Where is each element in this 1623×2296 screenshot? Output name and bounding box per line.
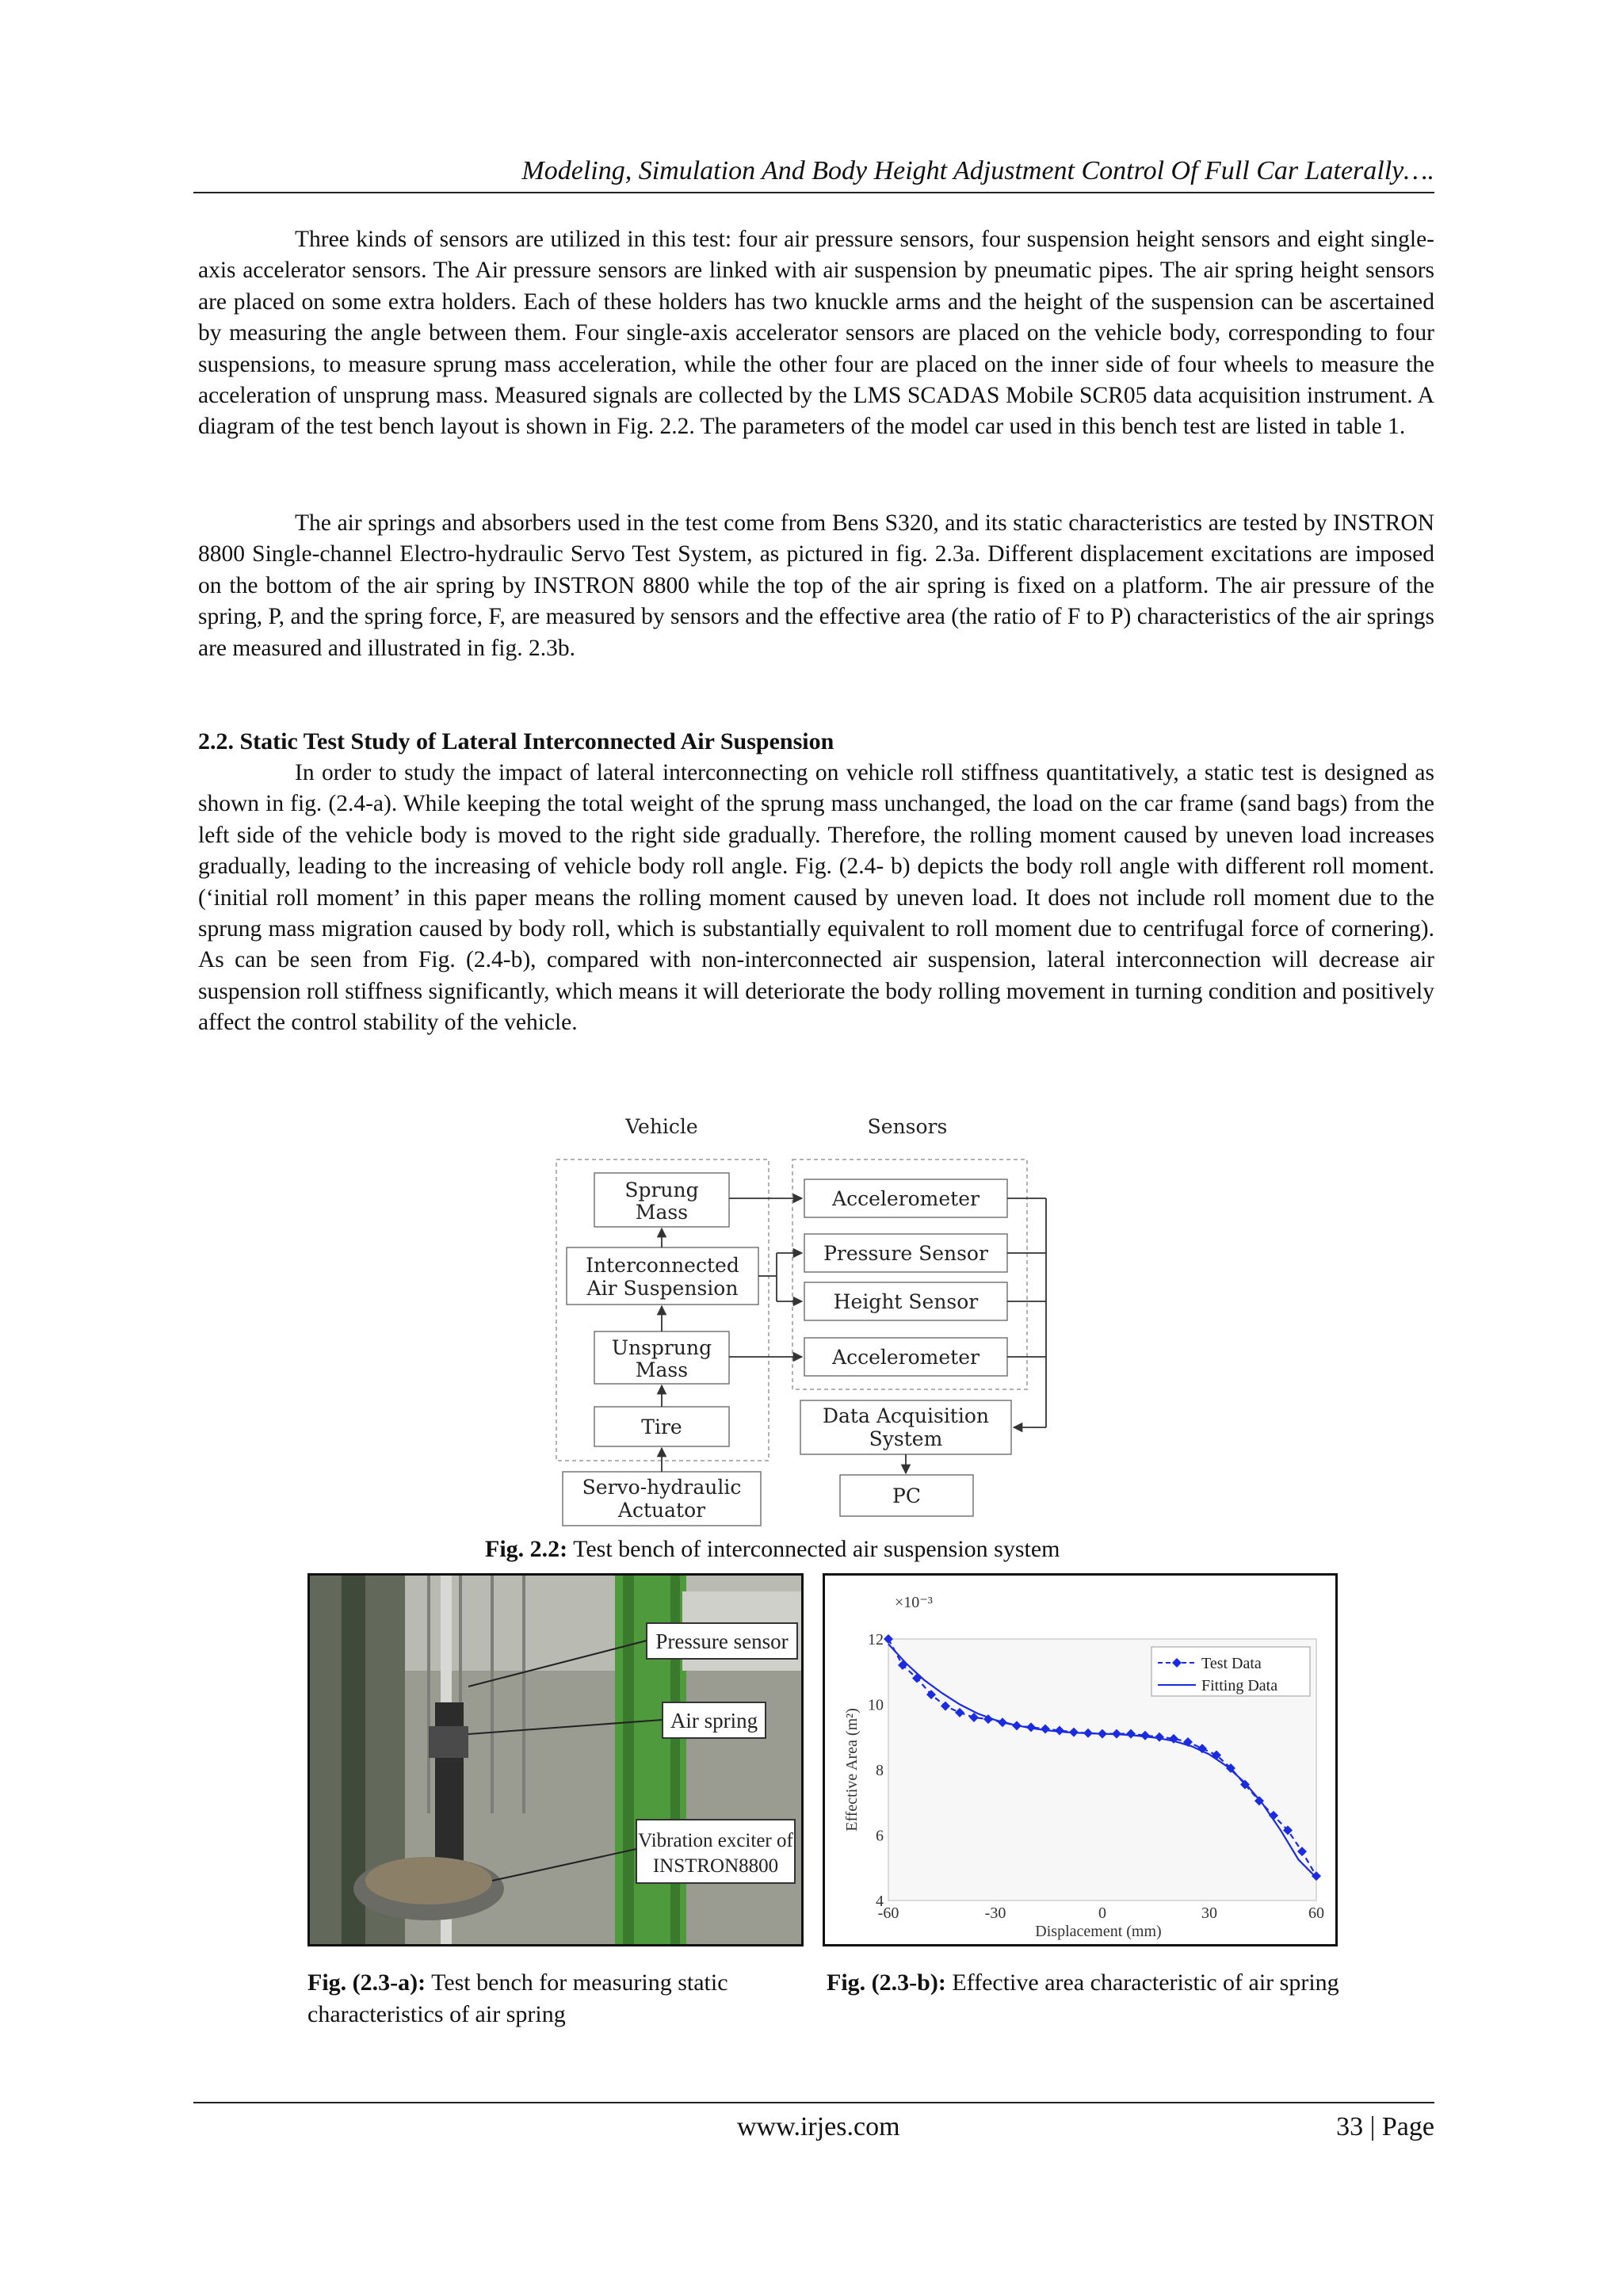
x-tick-label: -30 <box>984 1904 1006 1922</box>
height-sensor-label: Height Sensor <box>833 1290 979 1313</box>
y-multiplier-label: ×10⁻³ <box>895 1594 933 1611</box>
x-tick-label: 60 <box>1308 1904 1324 1922</box>
tire-label: Tire <box>641 1415 682 1438</box>
vibration-exciter-photo-label: Vibration exciter of <box>638 1830 793 1851</box>
paragraph-text: In order to study the impact of lateral interconnecting on vehicle roll stiffness quantitatively, a static test is designed as shown in fig. (2.4-a). While keeping the total weight of the sprung mass unchanged, the load on the car frame (sand bags) from the left side of the vehicle body is moved to the right side gradually. Therefore, the rolling moment caused by uneven load increases gradually, leading to the increasing of vehicle body roll angle. Fig. (2.4- b) depicts the body roll angle with different roll moment. (‘initial roll moment’ in this paper means the rolling moment caused by uneven load. It does not include roll moment due to the sprung mass migration caused by body roll, which is substantially equivalent to roll moment due to centrifugal force of cornering). As can be seen from Fig. (2.4-b), compared with non-interconnected air suspension, lateral interconnection will decrease air suspension roll stiffness significantly, which means it will deteriorate the body rolling movement in turning condition and positively affect the control stability of the vehicle. <box>198 760 1434 1036</box>
caption-label: Fig. (2.3-a): <box>307 1969 426 1996</box>
vehicle-column-title: Vehicle <box>625 1115 698 1138</box>
unsprung-mass-label: Mass <box>635 1358 689 1381</box>
paragraph-text: The air springs and absorbers used in the test come from Bens S320, and its static characteristics are tested by INSTRON 8800 Single-channel Electro-hydraulic Servo Test System, as pictured in fig. 2.3a. Different displacement excitations are imposed on the bottom of the air spring by INSTRON 8800 while the top of the air spring is fixed on a platform. The air pressure of the spring, P, and the spring force, F, are measured by sensors and the effective area (the ratio of F to P) characteristics of the air springs are measured and illustrated in fig. 2.3b. <box>198 510 1434 661</box>
fig-2-3b-caption <box>827 1967 1429 1999</box>
interconnected-suspension-label: Interconnected <box>586 1254 739 1277</box>
y-tick-label: 10 <box>868 1696 884 1714</box>
y-tick-label: 12 <box>868 1631 884 1648</box>
sprung-mass-label: Mass <box>635 1201 689 1224</box>
footer-url: www.irjes.com <box>737 2112 900 2141</box>
effective-area-chart <box>823 1573 1338 1946</box>
y-tick-label: 4 <box>876 1893 884 1910</box>
accelerometer-top-label: Accelerometer <box>832 1187 980 1210</box>
legend-fitting-data: Fitting Data <box>1201 1677 1278 1694</box>
fig-2-2-caption <box>485 1534 1060 1565</box>
caption-text: Test bench for measuring static characteristics of air spring <box>307 1969 728 2027</box>
test-bench-photo <box>307 1573 804 1946</box>
daq-system-label: System <box>869 1427 943 1450</box>
chart-legend <box>1151 1647 1310 1696</box>
legend-test-data: Test Data <box>1201 1655 1262 1672</box>
pressure-sensor-label: Pressure Sensor <box>823 1242 988 1265</box>
sensors-column-title: Sensors <box>867 1115 948 1138</box>
x-axis-label: Displacement (mm) <box>1035 1923 1162 1940</box>
footer-divider <box>193 2102 1434 2103</box>
paragraph-sensors <box>198 224 1434 443</box>
servo-actuator-label: Actuator <box>617 1499 706 1522</box>
test-bench-diagram <box>547 1098 1070 1545</box>
caption-label: Fig. (2.3-b): <box>827 1969 946 1996</box>
section-heading: 2.2. Static Test Study of Lateral Interconnected Air Suspension <box>198 728 834 755</box>
header-divider <box>193 192 1434 193</box>
paragraph-static-test <box>198 758 1434 1039</box>
x-tick-label: 0 <box>1098 1904 1106 1922</box>
air-spring-photo-label: Air spring <box>670 1709 758 1733</box>
paragraph-air-springs <box>198 508 1434 664</box>
pressure-sensor-photo-label: Pressure sensor <box>655 1629 789 1653</box>
y-axis-label: Effective Area (m²) <box>843 1708 861 1832</box>
accelerometer-bottom-label: Accelerometer <box>832 1346 980 1369</box>
caption-label: Fig. 2.2: <box>485 1536 568 1562</box>
servo-actuator-label: Servo-hydraulic <box>582 1476 742 1499</box>
running-title: Modeling, Simulation And Body Height Adjustment Control Of Full Car Laterally…. <box>521 156 1434 185</box>
paragraph-text: Three kinds of sensors are utilized in this test: four air pressure sensors, four suspension height sensors and eight single-axis accelerator sensors. The Air pressure sensors are linked with air suspension by pneumatic pipes. The air spring height sensors are placed on some extra holders. Each of these holders has two knuckle arms and the height of the suspension can be ascertained by measuring the angle between them. Four single-axis accelerator sensors are placed on the vehicle body, corresponding to four suspensions, to measure sprung mass acceleration, while the other four are placed on the inner side of four wheels to measure the acceleration of unsprung mass. Measured signals are collected by the LMS SCADAS Mobile SCR05 data acquisition instrument. A diagram of the test bench layout is shown in Fig. 2.2. The parameters of the model car used in this bench test are listed in table 1. <box>198 227 1434 440</box>
caption-text: Effective area characteristic of air spring <box>945 1969 1339 1996</box>
unsprung-mass-label: Unsprung <box>611 1336 712 1359</box>
pc-label: PC <box>892 1484 921 1507</box>
sprung-mass-label: Sprung <box>624 1179 699 1201</box>
fig-2-3a-caption <box>307 1967 799 2030</box>
page-number: 33 | Page <box>1336 2112 1434 2141</box>
x-tick-label: 30 <box>1201 1904 1217 1922</box>
x-tick-label: -60 <box>877 1904 899 1922</box>
y-tick-label: 6 <box>876 1827 884 1845</box>
vibration-exciter-photo-label: INSTRON8800 <box>652 1855 779 1877</box>
y-tick-label: 8 <box>876 1762 884 1779</box>
interconnected-suspension-label: Air Suspension <box>586 1277 739 1300</box>
daq-system-label: Data Acquisition <box>822 1404 990 1427</box>
caption-text: Test bench of interconnected air suspension system <box>567 1536 1060 1562</box>
